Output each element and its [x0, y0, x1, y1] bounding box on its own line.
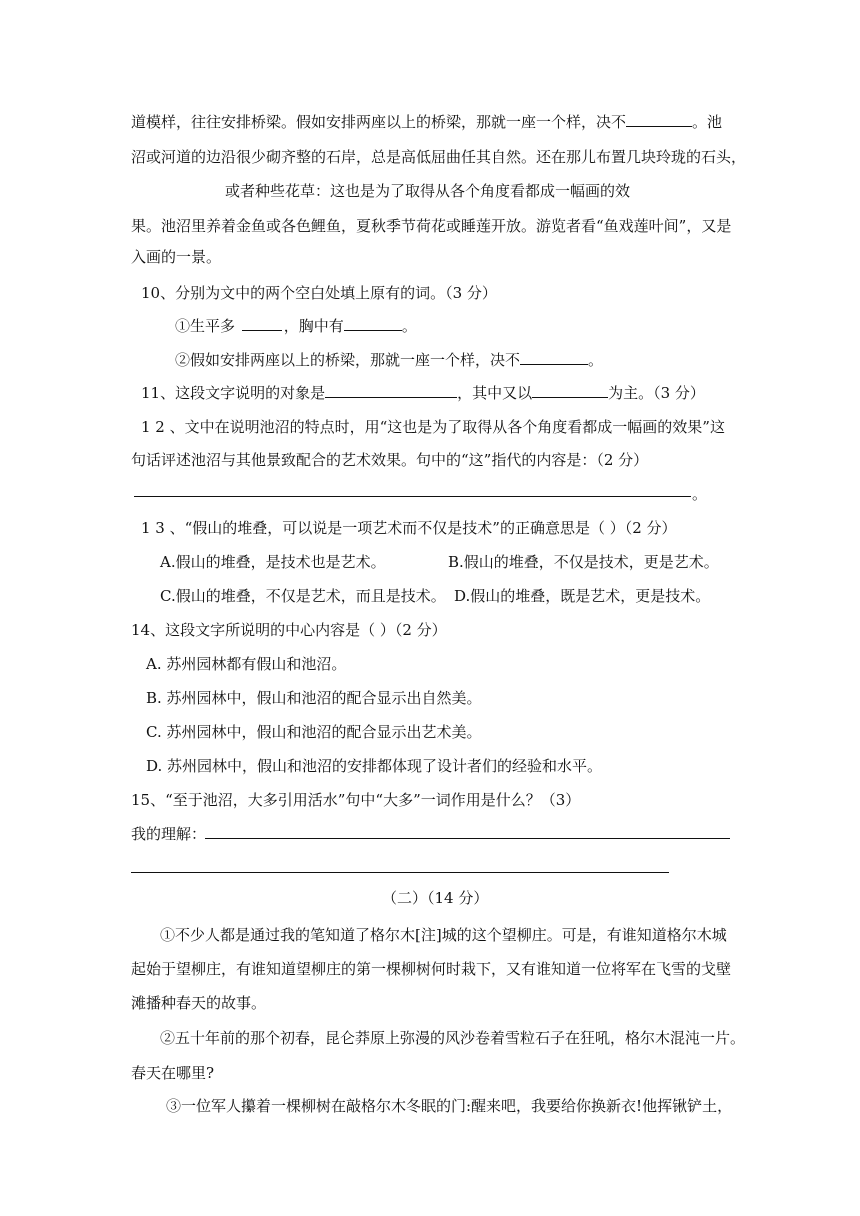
- question-text: 。: [401, 317, 417, 335]
- question-14-option-d[interactable]: [146, 756, 602, 776]
- question-10-stem: [141, 283, 497, 303]
- article-line: [131, 959, 731, 979]
- question-11: [141, 383, 705, 403]
- article-text: ①不少人都是通过我的笔知道了格尔木[注]城的这个望柳庄。可是，有谁知道格尔木城: [160, 926, 727, 944]
- article-text: ②五十年前的那个初春，昆仑莽原上弥漫的风沙卷着雪粒石子在狂吼，格尔木混沌一片。: [160, 1029, 746, 1047]
- question-text: 为主。（3 分）: [608, 384, 705, 402]
- answer-line[interactable]: [131, 872, 669, 873]
- passage-line: [131, 147, 746, 167]
- question-14-stem: [131, 620, 447, 640]
- question-12-line-1: [141, 417, 725, 437]
- passage-text: 道模样，往往安排桥梁。假如安排两座以上的桥梁，那就一座一个样，决不: [131, 113, 627, 131]
- passage-line: [131, 247, 221, 267]
- option-text: B. 苏州园林中，假山和池沼的配合显示出自然美。: [146, 689, 482, 707]
- question-text: 10、分别为文中的两个空白处填上原有的词。（3 分）: [141, 284, 497, 302]
- answer-line[interactable]: [205, 838, 730, 839]
- answer-line[interactable]: [134, 496, 691, 497]
- question-10-answer-2: [175, 350, 603, 370]
- question-12-line-2: [131, 450, 648, 470]
- answer-blank[interactable]: [344, 316, 402, 331]
- passage-text: 或者种些花草：这也是为了取得从各个角度看都成一幅画的效: [225, 182, 631, 200]
- question-14-option-a[interactable]: [146, 654, 346, 674]
- article-line: [131, 1063, 214, 1083]
- article-text: 春天在哪里?: [131, 1064, 215, 1082]
- question-text: 。: [588, 351, 604, 369]
- question-14-option-c[interactable]: [146, 722, 481, 742]
- option-text: D.假山的堆叠，既是艺术，更是技术。: [454, 587, 711, 605]
- article-line: [166, 1096, 732, 1116]
- article-line: [160, 925, 727, 945]
- question-text: 15、“至于池沼，大多引用活水”句中“大多”一词作用是什么？（3）: [131, 791, 581, 809]
- section-heading: [382, 888, 488, 908]
- article-text: ③一位军人攥着一棵柳树在敲格尔木冬眠的门:醒来吧，我要给你换新衣!他挥锹铲土，: [166, 1097, 733, 1115]
- option-text: B.假山的堆叠，不仅是技术，更是艺术。: [448, 553, 719, 571]
- option-text: D. 苏州园林中，假山和池沼的安排都体现了设计者们的经验和水平。: [146, 757, 603, 775]
- passage-text: 果。池沼里养着金鱼或各色鲤鱼，夏秋季节荷花或睡莲开放。游览者看“鱼戏莲叶间”，又是: [131, 217, 732, 235]
- question-text: ，胸中有: [283, 317, 344, 335]
- option-text: A. 苏州园林都有假山和池沼。: [146, 655, 347, 673]
- question-10-answer-1: [175, 316, 417, 336]
- question-text: 句话评述池沼与其他景致配合的艺术效果。句中的“这”指代的内容是：（2 分）: [131, 451, 649, 469]
- question-text: 我的理解：: [131, 825, 207, 843]
- answer-line-end: [692, 484, 707, 504]
- question-14-option-b[interactable]: [146, 688, 482, 708]
- question-15-answer-label: [131, 824, 206, 844]
- answer-blank[interactable]: [532, 383, 608, 398]
- article-line: [131, 993, 266, 1013]
- passage-text: 。池: [692, 113, 723, 131]
- article-text: 起始于望柳庄，有谁知道望柳庄的第一棵柳树何时栽下，又有谁知道一位将军在飞雪的戈壁: [131, 960, 732, 978]
- question-13-stem: [141, 518, 677, 538]
- question-text: ②假如安排两座以上的桥梁，那就一座一个样，决不: [175, 351, 521, 369]
- passage-text: 沼或河道的边沿很少砌齐整的石岸，总是高低屈曲任其自然。还在那儿布置几块玲珑的石头，: [131, 148, 747, 166]
- option-text: C. 苏州园林中，假山和池沼的配合显示出艺术美。: [146, 723, 482, 741]
- question-text: ，其中又以: [457, 384, 533, 402]
- question-13-option-d[interactable]: [454, 586, 710, 606]
- question-13-option-b[interactable]: [448, 552, 719, 572]
- passage-line: [225, 181, 630, 201]
- question-text: ①生平多: [175, 317, 236, 335]
- question-text: 14、这段文字所说明的中心内容是（ ）（2 分）: [131, 621, 447, 639]
- question-13-option-a[interactable]: [160, 552, 386, 572]
- question-13-option-c[interactable]: [160, 586, 446, 606]
- answer-blank[interactable]: [242, 316, 282, 331]
- option-text: C.假山的堆叠，不仅是艺术，而且是技术。: [160, 587, 446, 605]
- question-text: 。: [692, 485, 708, 503]
- passage-text: 入画的一景。: [131, 248, 222, 266]
- question-text: 1 3 、“假山的堆叠，可以说是一项艺术而不仅是技术”的正确意思是（ ）（2 分）: [141, 519, 677, 537]
- passage-line: [131, 112, 722, 132]
- question-15-stem: [131, 790, 580, 810]
- question-text: 11、这段文字说明的对象是: [141, 384, 326, 402]
- answer-blank[interactable]: [325, 383, 457, 398]
- heading-text: （二）（14 分）: [382, 889, 489, 907]
- article-line: [160, 1028, 745, 1048]
- article-text: 滩播种春天的故事。: [131, 994, 267, 1012]
- option-text: A.假山的堆叠，是技术也是艺术。: [160, 553, 386, 571]
- question-text: 1 2 、文中在说明池沼的特点时，用“这也是为了取得从各个角度看都成一幅画的效果”这: [141, 418, 725, 436]
- answer-blank[interactable]: [626, 112, 692, 127]
- passage-line: [131, 216, 731, 236]
- answer-blank[interactable]: [520, 350, 588, 365]
